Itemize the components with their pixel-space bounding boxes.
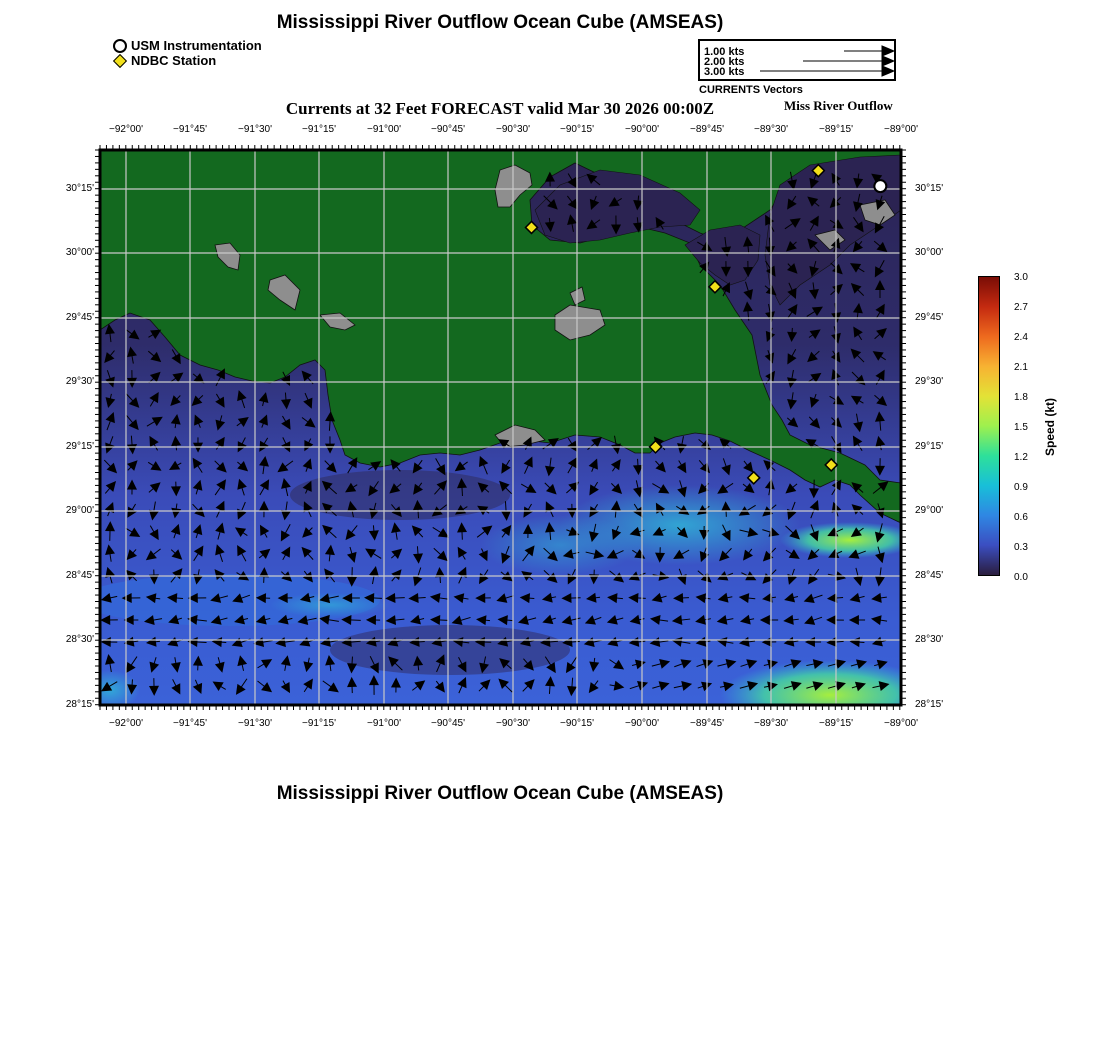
legend-label-usm: USM Instrumentation	[131, 38, 262, 53]
colorbar-tick-label: 1.8	[1014, 392, 1028, 403]
lat-tick-label: 28°15'	[915, 699, 944, 710]
lon-tick-label: −89°15'	[819, 718, 853, 729]
colorbar-gradient	[978, 276, 1000, 576]
lon-tick-label: −90°45'	[431, 718, 465, 729]
marker-legend	[113, 38, 262, 68]
lat-tick-label: 30°00'	[65, 247, 94, 258]
lon-tick-label: −89°45'	[690, 718, 724, 729]
lat-tick-label: 28°15'	[65, 699, 94, 710]
vector-key-arrows	[700, 41, 894, 79]
lon-tick-label: −90°30'	[496, 718, 530, 729]
lat-tick-label: 29°00'	[915, 505, 944, 516]
map-subtitle: Currents at 32 Feet FORECAST valid Mar 30 2026 00:00Z	[285, 99, 715, 118]
colorbar-tick-label: 0.6	[1014, 512, 1028, 523]
lon-tick-label: −90°45'	[431, 124, 465, 135]
lat-tick-label: 30°00'	[915, 247, 944, 258]
usm-instrument-marker[interactable]	[874, 180, 886, 192]
vector-key-label-2: 2.00 kts	[704, 56, 745, 68]
lon-tick-label: −91°00'	[367, 718, 401, 729]
colorbar-tick-label: 1.5	[1014, 422, 1028, 433]
lon-tick-label: −89°00'	[884, 124, 918, 135]
colorbar-tick-label: 0.3	[1014, 542, 1028, 553]
colorbar-tick-label: 0.0	[1014, 572, 1028, 583]
lon-tick-label: −91°00'	[367, 124, 401, 135]
map-label-outflow: Miss River Outflow	[784, 98, 893, 113]
lon-tick-label: −90°00'	[625, 124, 659, 135]
legend-item-ndbc	[113, 53, 262, 68]
lat-tick-label: 28°45'	[915, 570, 944, 581]
vector-scale-key	[698, 39, 896, 81]
lat-tick-label: 28°30'	[915, 634, 944, 645]
lon-tick-label: −91°15'	[302, 718, 336, 729]
lat-tick-label: 30°15'	[65, 183, 94, 194]
lon-tick-label: −92°00'	[109, 718, 143, 729]
speed-colorbar	[978, 276, 1002, 578]
lon-tick-label: −89°00'	[884, 718, 918, 729]
lat-tick-label: 29°45'	[915, 312, 944, 323]
circle-icon	[113, 39, 127, 53]
lat-tick-label: 29°45'	[65, 312, 94, 323]
colorbar-tick-label: 2.7	[1014, 302, 1028, 313]
legend-label-ndbc: NDBC Station	[131, 53, 217, 68]
lon-tick-label: −90°15'	[560, 124, 594, 135]
diamond-icon	[113, 53, 127, 67]
colorbar-tick-label: 3.0	[1014, 272, 1028, 283]
lat-tick-label: 30°15'	[915, 183, 944, 194]
lat-tick-label: 29°30'	[65, 376, 94, 387]
lon-tick-label: −89°15'	[819, 124, 853, 135]
lon-tick-label: −91°30'	[238, 124, 272, 135]
lon-tick-label: −89°30'	[754, 718, 788, 729]
lat-tick-label: 29°15'	[915, 441, 944, 452]
colorbar-tick-label: 2.1	[1014, 362, 1028, 373]
page-title: Mississippi River Outflow Ocean Cube (AMSEAS)	[276, 12, 724, 33]
colorbar-tick-label: 0.9	[1014, 482, 1028, 493]
lon-tick-label: −89°30'	[754, 124, 788, 135]
lon-tick-label: −89°45'	[690, 124, 724, 135]
lat-tick-label: 28°30'	[65, 634, 94, 645]
colorbar-tick-label: 1.2	[1014, 452, 1028, 463]
footer-title: Mississippi River Outflow Ocean Cube (AMSEAS)	[276, 783, 724, 804]
lat-tick-label: 28°45'	[65, 570, 94, 581]
lon-tick-label: −90°15'	[560, 718, 594, 729]
lat-tick-label: 29°30'	[915, 376, 944, 387]
lon-tick-label: −91°45'	[173, 124, 207, 135]
colorbar-axis-label: Speed (kt)	[1043, 398, 1057, 457]
lon-tick-label: −90°00'	[625, 718, 659, 729]
lat-tick-label: 29°15'	[65, 441, 94, 452]
colorbar-tick-label: 2.4	[1014, 332, 1028, 343]
current-speed-map	[0, 115, 960, 730]
lon-tick-label: −90°30'	[496, 124, 530, 135]
vector-key-caption: CURRENTS Vectors	[699, 84, 803, 96]
vector-key-label-1: 1.00 kts	[704, 46, 745, 58]
legend-item-usm	[113, 38, 262, 53]
lon-tick-label: −91°30'	[238, 718, 272, 729]
lat-tick-label: 29°00'	[65, 505, 94, 516]
lon-tick-label: −91°45'	[173, 718, 207, 729]
lon-tick-label: −92°00'	[109, 124, 143, 135]
vector-key-label-3: 3.00 kts	[704, 66, 745, 78]
lon-tick-label: −91°15'	[302, 124, 336, 135]
